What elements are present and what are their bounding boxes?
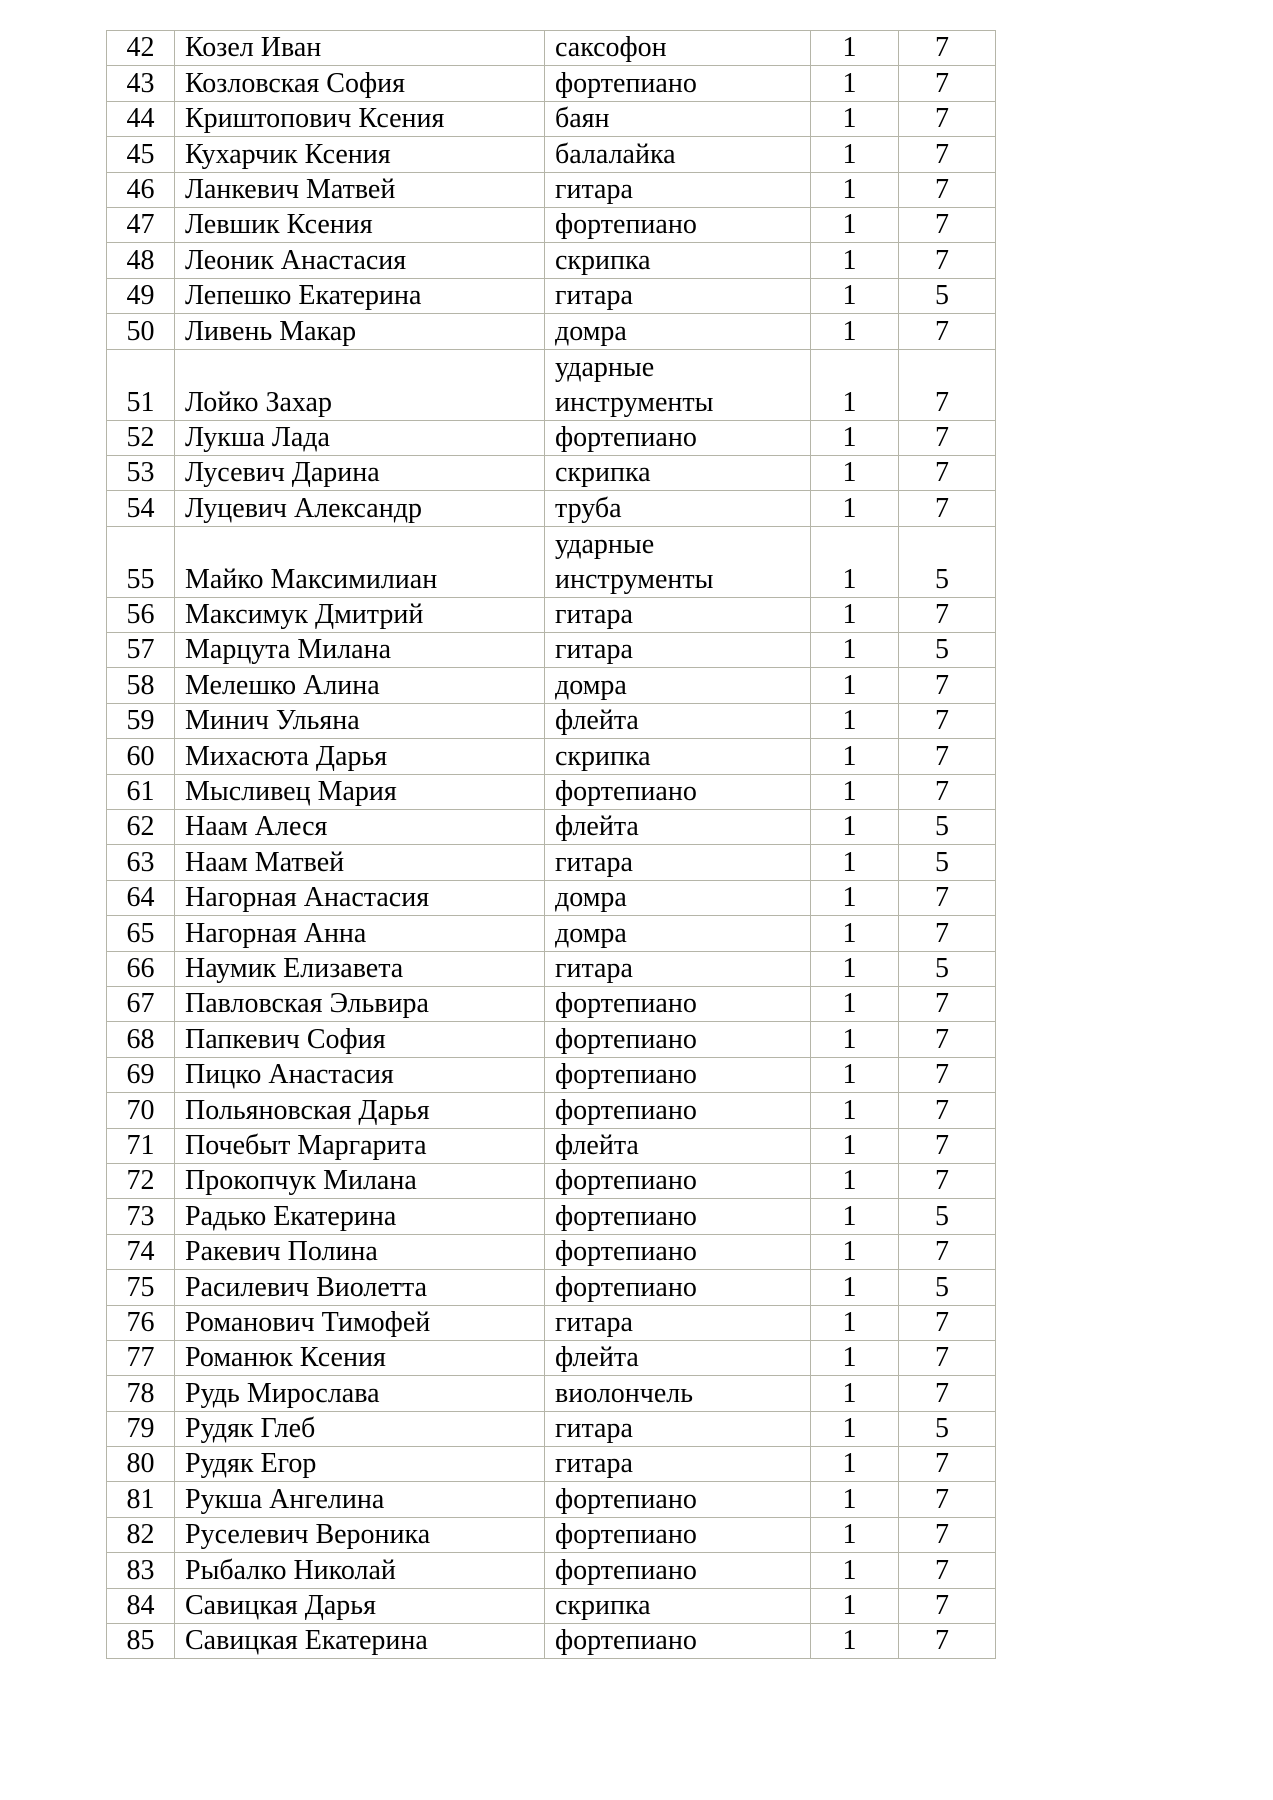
grade-cell: 7 bbox=[899, 916, 996, 951]
grade-cell: 7 bbox=[899, 137, 996, 172]
table-row bbox=[107, 455, 996, 490]
instrument-cell: гитара bbox=[545, 845, 811, 880]
grade-cell: 7 bbox=[899, 31, 996, 66]
grade-cell: 7 bbox=[899, 349, 996, 420]
table-row bbox=[107, 1057, 996, 1092]
instrument-cell: фортепиано bbox=[545, 1057, 811, 1092]
count-cell: 1 bbox=[811, 916, 899, 951]
table-row bbox=[107, 739, 996, 774]
row-number-cell: 64 bbox=[107, 880, 175, 915]
count-cell: 1 bbox=[811, 137, 899, 172]
student-name-cell: Луцевич Александр bbox=[175, 491, 545, 526]
count-cell: 1 bbox=[811, 172, 899, 207]
grade-cell: 7 bbox=[899, 314, 996, 349]
row-number-cell: 43 bbox=[107, 66, 175, 101]
table-row bbox=[107, 207, 996, 242]
instrument-cell: скрипка bbox=[545, 243, 811, 278]
row-number-cell: 82 bbox=[107, 1517, 175, 1552]
count-cell: 1 bbox=[811, 66, 899, 101]
count-cell: 1 bbox=[811, 420, 899, 455]
student-name-cell: Савицкая Дарья bbox=[175, 1588, 545, 1623]
count-cell: 1 bbox=[811, 1057, 899, 1092]
student-name-cell: Лойко Захар bbox=[175, 349, 545, 420]
table-row bbox=[107, 349, 996, 420]
count-cell: 1 bbox=[811, 243, 899, 278]
row-number-cell: 85 bbox=[107, 1624, 175, 1659]
row-number-cell: 57 bbox=[107, 633, 175, 668]
student-name-cell: Папкевич София bbox=[175, 1022, 545, 1057]
student-name-cell: Рудяк Глеб bbox=[175, 1411, 545, 1446]
grade-cell: 7 bbox=[899, 491, 996, 526]
student-name-cell: Наумик Елизавета bbox=[175, 951, 545, 986]
table-row bbox=[107, 137, 996, 172]
row-number-cell: 75 bbox=[107, 1270, 175, 1305]
count-cell: 1 bbox=[811, 1022, 899, 1057]
student-name-cell: Майко Максимилиан bbox=[175, 526, 545, 597]
student-name-cell: Рыбалко Николай bbox=[175, 1553, 545, 1588]
student-name-cell: Почебыт Маргарита bbox=[175, 1128, 545, 1163]
grade-cell: 7 bbox=[899, 207, 996, 242]
row-number-cell: 42 bbox=[107, 31, 175, 66]
row-number-cell: 80 bbox=[107, 1447, 175, 1482]
row-number-cell: 46 bbox=[107, 172, 175, 207]
table-row bbox=[107, 951, 996, 986]
student-name-cell: Наам Матвей bbox=[175, 845, 545, 880]
table-row bbox=[107, 703, 996, 738]
row-number-cell: 45 bbox=[107, 137, 175, 172]
instrument-cell: флейта bbox=[545, 810, 811, 845]
count-cell: 1 bbox=[811, 278, 899, 313]
student-name-cell: Рудяк Егор bbox=[175, 1447, 545, 1482]
instrument-cell: фортепиано bbox=[545, 1234, 811, 1269]
instrument-cell: виолончель bbox=[545, 1376, 811, 1411]
student-name-cell: Расилевич Виолетта bbox=[175, 1270, 545, 1305]
student-name-cell: Кухарчик Ксения bbox=[175, 137, 545, 172]
instrument-cell: баян bbox=[545, 101, 811, 136]
row-number-cell: 48 bbox=[107, 243, 175, 278]
table-row bbox=[107, 1093, 996, 1128]
grade-cell: 5 bbox=[899, 526, 996, 597]
instrument-cell: гитара bbox=[545, 278, 811, 313]
instrument-cell: скрипка bbox=[545, 455, 811, 490]
count-cell: 1 bbox=[811, 1553, 899, 1588]
row-number-cell: 56 bbox=[107, 597, 175, 632]
grade-cell: 7 bbox=[899, 597, 996, 632]
instrument-cell: фортепиано bbox=[545, 1624, 811, 1659]
instrument-cell: фортепиано bbox=[545, 1517, 811, 1552]
grade-cell: 7 bbox=[899, 1093, 996, 1128]
row-number-cell: 61 bbox=[107, 774, 175, 809]
count-cell: 1 bbox=[811, 1093, 899, 1128]
student-name-cell: Мелешко Алина bbox=[175, 668, 545, 703]
count-cell: 1 bbox=[811, 810, 899, 845]
instrument-cell: фортепиано bbox=[545, 66, 811, 101]
count-cell: 1 bbox=[811, 845, 899, 880]
row-number-cell: 47 bbox=[107, 207, 175, 242]
instrument-cell: скрипка bbox=[545, 1588, 811, 1623]
count-cell: 1 bbox=[811, 1234, 899, 1269]
count-cell: 1 bbox=[811, 314, 899, 349]
student-name-cell: Леоник Анастасия bbox=[175, 243, 545, 278]
grade-cell: 5 bbox=[899, 633, 996, 668]
grade-cell: 7 bbox=[899, 1234, 996, 1269]
row-number-cell: 76 bbox=[107, 1305, 175, 1340]
grade-cell: 7 bbox=[899, 1482, 996, 1517]
instrument-cell: домра bbox=[545, 314, 811, 349]
instrument-cell: ударные инструменты bbox=[545, 349, 811, 420]
grade-cell: 7 bbox=[899, 703, 996, 738]
row-number-cell: 51 bbox=[107, 349, 175, 420]
student-name-cell: Мысливец Мария bbox=[175, 774, 545, 809]
table-row bbox=[107, 1447, 996, 1482]
table-body bbox=[107, 31, 996, 1659]
student-name-cell: Михасюта Дарья bbox=[175, 739, 545, 774]
row-number-cell: 84 bbox=[107, 1588, 175, 1623]
count-cell: 1 bbox=[811, 1588, 899, 1623]
count-cell: 1 bbox=[811, 1163, 899, 1198]
grade-cell: 5 bbox=[899, 278, 996, 313]
student-name-cell: Романович Тимофей bbox=[175, 1305, 545, 1340]
student-name-cell: Наам Алеся bbox=[175, 810, 545, 845]
row-number-cell: 70 bbox=[107, 1093, 175, 1128]
table-row bbox=[107, 774, 996, 809]
row-number-cell: 58 bbox=[107, 668, 175, 703]
instrument-cell: домра bbox=[545, 668, 811, 703]
row-number-cell: 74 bbox=[107, 1234, 175, 1269]
row-number-cell: 62 bbox=[107, 810, 175, 845]
student-name-cell: Рукша Ангелина bbox=[175, 1482, 545, 1517]
table-row bbox=[107, 1411, 996, 1446]
table-row bbox=[107, 243, 996, 278]
table-row bbox=[107, 845, 996, 880]
row-number-cell: 65 bbox=[107, 916, 175, 951]
table-row bbox=[107, 916, 996, 951]
student-name-cell: Марцута Милана bbox=[175, 633, 545, 668]
student-name-cell: Лепешко Екатерина bbox=[175, 278, 545, 313]
count-cell: 1 bbox=[811, 633, 899, 668]
count-cell: 1 bbox=[811, 1411, 899, 1446]
grade-cell: 7 bbox=[899, 420, 996, 455]
grade-cell: 7 bbox=[899, 1305, 996, 1340]
table-row bbox=[107, 1624, 996, 1659]
student-list-table bbox=[106, 30, 996, 1659]
row-number-cell: 55 bbox=[107, 526, 175, 597]
count-cell: 1 bbox=[811, 455, 899, 490]
table-row bbox=[107, 668, 996, 703]
row-number-cell: 50 bbox=[107, 314, 175, 349]
student-name-cell: Ракевич Полина bbox=[175, 1234, 545, 1269]
count-cell: 1 bbox=[811, 1340, 899, 1375]
student-name-cell: Криштопович Ксения bbox=[175, 101, 545, 136]
count-cell: 1 bbox=[811, 668, 899, 703]
instrument-cell: фортепиано bbox=[545, 774, 811, 809]
count-cell: 1 bbox=[811, 1270, 899, 1305]
instrument-cell: гитара bbox=[545, 1305, 811, 1340]
instrument-cell: фортепиано bbox=[545, 1022, 811, 1057]
table-row bbox=[107, 1340, 996, 1375]
table-row bbox=[107, 1588, 996, 1623]
student-name-cell: Минич Ульяна bbox=[175, 703, 545, 738]
table-row bbox=[107, 1199, 996, 1234]
grade-cell: 7 bbox=[899, 1553, 996, 1588]
grade-cell: 7 bbox=[899, 1517, 996, 1552]
grade-cell: 7 bbox=[899, 1163, 996, 1198]
instrument-cell: гитара bbox=[545, 1411, 811, 1446]
grade-cell: 7 bbox=[899, 1624, 996, 1659]
table-row bbox=[107, 66, 996, 101]
grade-cell: 7 bbox=[899, 1022, 996, 1057]
student-name-cell: Романюк Ксения bbox=[175, 1340, 545, 1375]
count-cell: 1 bbox=[811, 1517, 899, 1552]
row-number-cell: 59 bbox=[107, 703, 175, 738]
instrument-cell: балалайка bbox=[545, 137, 811, 172]
grade-cell: 7 bbox=[899, 1376, 996, 1411]
table-row bbox=[107, 1376, 996, 1411]
grade-cell: 7 bbox=[899, 455, 996, 490]
count-cell: 1 bbox=[811, 1447, 899, 1482]
table-row bbox=[107, 880, 996, 915]
grade-cell: 5 bbox=[899, 1270, 996, 1305]
grade-cell: 7 bbox=[899, 1588, 996, 1623]
row-number-cell: 81 bbox=[107, 1482, 175, 1517]
count-cell: 1 bbox=[811, 774, 899, 809]
count-cell: 1 bbox=[811, 1199, 899, 1234]
table-row bbox=[107, 31, 996, 66]
grade-cell: 5 bbox=[899, 1411, 996, 1446]
count-cell: 1 bbox=[811, 207, 899, 242]
count-cell: 1 bbox=[811, 880, 899, 915]
grade-cell: 7 bbox=[899, 1340, 996, 1375]
row-number-cell: 66 bbox=[107, 951, 175, 986]
table-row bbox=[107, 278, 996, 313]
instrument-cell: флейта bbox=[545, 1128, 811, 1163]
table-row bbox=[107, 420, 996, 455]
count-cell: 1 bbox=[811, 1376, 899, 1411]
instrument-cell: гитара bbox=[545, 172, 811, 207]
count-cell: 1 bbox=[811, 739, 899, 774]
grade-cell: 7 bbox=[899, 668, 996, 703]
row-number-cell: 68 bbox=[107, 1022, 175, 1057]
student-name-cell: Нагорная Анастасия bbox=[175, 880, 545, 915]
student-name-cell: Максимук Дмитрий bbox=[175, 597, 545, 632]
row-number-cell: 71 bbox=[107, 1128, 175, 1163]
grade-cell: 7 bbox=[899, 774, 996, 809]
count-cell: 1 bbox=[811, 1305, 899, 1340]
row-number-cell: 78 bbox=[107, 1376, 175, 1411]
count-cell: 1 bbox=[811, 1482, 899, 1517]
instrument-cell: гитара bbox=[545, 633, 811, 668]
grade-cell: 7 bbox=[899, 172, 996, 207]
student-name-cell: Павловская Эльвира bbox=[175, 986, 545, 1021]
student-name-cell: Польяновская Дарья bbox=[175, 1093, 545, 1128]
table-row bbox=[107, 1517, 996, 1552]
count-cell: 1 bbox=[811, 31, 899, 66]
student-name-cell: Козел Иван bbox=[175, 31, 545, 66]
table-row bbox=[107, 314, 996, 349]
student-name-cell: Левшик Ксения bbox=[175, 207, 545, 242]
count-cell: 1 bbox=[811, 597, 899, 632]
row-number-cell: 54 bbox=[107, 491, 175, 526]
row-number-cell: 73 bbox=[107, 1199, 175, 1234]
grade-cell: 7 bbox=[899, 243, 996, 278]
table-row bbox=[107, 633, 996, 668]
table-row bbox=[107, 101, 996, 136]
table-row bbox=[107, 1163, 996, 1198]
table-row bbox=[107, 1482, 996, 1517]
instrument-cell: домра bbox=[545, 916, 811, 951]
grade-cell: 7 bbox=[899, 1057, 996, 1092]
student-name-cell: Нагорная Анна bbox=[175, 916, 545, 951]
instrument-cell: фортепиано bbox=[545, 986, 811, 1021]
row-number-cell: 67 bbox=[107, 986, 175, 1021]
grade-cell: 5 bbox=[899, 810, 996, 845]
student-name-cell: Рудь Мирослава bbox=[175, 1376, 545, 1411]
table-row bbox=[107, 1270, 996, 1305]
instrument-cell: саксофон bbox=[545, 31, 811, 66]
instrument-cell: фортепиано bbox=[545, 1482, 811, 1517]
table-row bbox=[107, 1553, 996, 1588]
row-number-cell: 63 bbox=[107, 845, 175, 880]
student-name-cell: Ланкевич Матвей bbox=[175, 172, 545, 207]
grade-cell: 7 bbox=[899, 1128, 996, 1163]
row-number-cell: 77 bbox=[107, 1340, 175, 1375]
row-number-cell: 52 bbox=[107, 420, 175, 455]
row-number-cell: 72 bbox=[107, 1163, 175, 1198]
table-row bbox=[107, 1128, 996, 1163]
count-cell: 1 bbox=[811, 703, 899, 738]
student-name-cell: Ливень Макар bbox=[175, 314, 545, 349]
instrument-cell: флейта bbox=[545, 1340, 811, 1375]
instrument-cell: фортепиано bbox=[545, 207, 811, 242]
count-cell: 1 bbox=[811, 951, 899, 986]
student-name-cell: Лусевич Дарина bbox=[175, 455, 545, 490]
row-number-cell: 53 bbox=[107, 455, 175, 490]
grade-cell: 7 bbox=[899, 880, 996, 915]
table-row bbox=[107, 1305, 996, 1340]
instrument-cell: ударные инструменты bbox=[545, 526, 811, 597]
count-cell: 1 bbox=[811, 101, 899, 136]
count-cell: 1 bbox=[811, 349, 899, 420]
row-number-cell: 83 bbox=[107, 1553, 175, 1588]
student-name-cell: Прокопчук Милана bbox=[175, 1163, 545, 1198]
instrument-cell: труба bbox=[545, 491, 811, 526]
table-row bbox=[107, 597, 996, 632]
student-name-cell: Лукша Лада bbox=[175, 420, 545, 455]
table-row bbox=[107, 810, 996, 845]
instrument-cell: скрипка bbox=[545, 739, 811, 774]
count-cell: 1 bbox=[811, 986, 899, 1021]
row-number-cell: 69 bbox=[107, 1057, 175, 1092]
count-cell: 1 bbox=[811, 491, 899, 526]
student-name-cell: Радько Екатерина bbox=[175, 1199, 545, 1234]
instrument-cell: фортепиано bbox=[545, 1270, 811, 1305]
grade-cell: 7 bbox=[899, 101, 996, 136]
count-cell: 1 bbox=[811, 1128, 899, 1163]
instrument-cell: домра bbox=[545, 880, 811, 915]
grade-cell: 7 bbox=[899, 1447, 996, 1482]
grade-cell: 7 bbox=[899, 739, 996, 774]
instrument-cell: фортепиано bbox=[545, 1553, 811, 1588]
table-row bbox=[107, 1234, 996, 1269]
instrument-cell: фортепиано bbox=[545, 1163, 811, 1198]
table-row bbox=[107, 986, 996, 1021]
instrument-cell: гитара bbox=[545, 951, 811, 986]
table-row bbox=[107, 526, 996, 597]
row-number-cell: 60 bbox=[107, 739, 175, 774]
instrument-cell: фортепиано bbox=[545, 1199, 811, 1234]
table-row bbox=[107, 172, 996, 207]
grade-cell: 7 bbox=[899, 66, 996, 101]
row-number-cell: 44 bbox=[107, 101, 175, 136]
grade-cell: 5 bbox=[899, 845, 996, 880]
grade-cell: 5 bbox=[899, 1199, 996, 1234]
row-number-cell: 49 bbox=[107, 278, 175, 313]
instrument-cell: фортепиано bbox=[545, 420, 811, 455]
instrument-cell: гитара bbox=[545, 597, 811, 632]
instrument-cell: флейта bbox=[545, 703, 811, 738]
instrument-cell: фортепиано bbox=[545, 1093, 811, 1128]
grade-cell: 7 bbox=[899, 986, 996, 1021]
student-name-cell: Руселевич Вероника bbox=[175, 1517, 545, 1552]
table-row bbox=[107, 1022, 996, 1057]
student-name-cell: Козловская София bbox=[175, 66, 545, 101]
count-cell: 1 bbox=[811, 526, 899, 597]
table-row bbox=[107, 491, 996, 526]
instrument-cell: гитара bbox=[545, 1447, 811, 1482]
row-number-cell: 79 bbox=[107, 1411, 175, 1446]
count-cell: 1 bbox=[811, 1624, 899, 1659]
grade-cell: 5 bbox=[899, 951, 996, 986]
student-name-cell: Пицко Анастасия bbox=[175, 1057, 545, 1092]
student-name-cell: Савицкая Екатерина bbox=[175, 1624, 545, 1659]
